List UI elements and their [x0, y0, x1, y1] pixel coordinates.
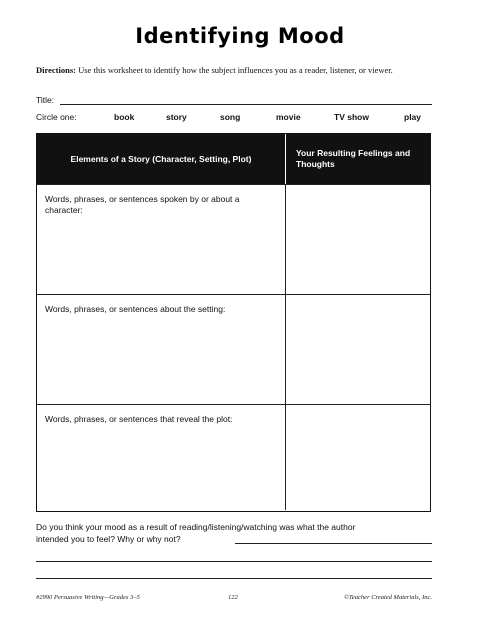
footer-page-number: 122	[228, 594, 238, 601]
footer-copyright: ©Teacher Created Materials, Inc.	[343, 594, 432, 601]
page-title: Identifying Mood	[135, 24, 345, 48]
title-field	[36, 95, 432, 107]
circle-one-row	[36, 112, 432, 124]
header-feelings-thoughts: Your Resulting Feelings and Thoughts	[285, 134, 430, 184]
directions-text: Use this worksheet to identify how the subject influences you as a reader, listener, or viewer.	[78, 65, 393, 75]
option-story[interactable]: story	[166, 112, 187, 122]
mood-question	[36, 521, 432, 545]
row-label-setting[interactable]: Words, phrases, or sentences about the setting:	[45, 304, 226, 314]
question-line-1: Do you think your mood as a result of reading/listening/watching was what the author	[36, 522, 356, 532]
option-book[interactable]: book	[114, 112, 135, 122]
answer-line-inline[interactable]	[235, 543, 432, 544]
table-row-setting	[37, 294, 430, 404]
row-label-plot[interactable]: Words, phrases, or sentences that reveal the plot:	[45, 414, 233, 424]
option-movie[interactable]: movie	[276, 112, 301, 122]
table-row-character	[37, 184, 430, 294]
option-tv-show[interactable]: TV show	[334, 112, 369, 122]
answer-line-1[interactable]	[36, 561, 432, 562]
header-elements-of-story: Elements of a Story (Character, Setting, Plot)	[70, 153, 252, 164]
question-line-2: intended you to feel? Why or why not?	[36, 534, 181, 544]
feelings-cell-plot[interactable]	[285, 405, 430, 510]
table-row-plot	[37, 404, 430, 510]
title-write-line[interactable]	[60, 104, 432, 105]
title-field-label: Title:	[36, 95, 55, 105]
option-play[interactable]: play	[404, 112, 422, 122]
option-song[interactable]: song	[220, 112, 241, 122]
row-label-character[interactable]: Words, phrases, or sentences spoken by or about a character:	[45, 194, 240, 215]
feelings-cell-character[interactable]	[285, 185, 430, 294]
circle-one-label: Circle one:	[36, 112, 77, 122]
directions-label: Directions:	[36, 65, 76, 75]
footer-book-title: #2990 Persuasive Writing—Grades 3–5	[36, 594, 140, 601]
feelings-cell-setting[interactable]	[285, 295, 430, 404]
mood-table	[36, 133, 431, 512]
directions	[36, 65, 416, 76]
answer-line-2[interactable]	[36, 578, 432, 579]
table-header	[37, 134, 430, 184]
